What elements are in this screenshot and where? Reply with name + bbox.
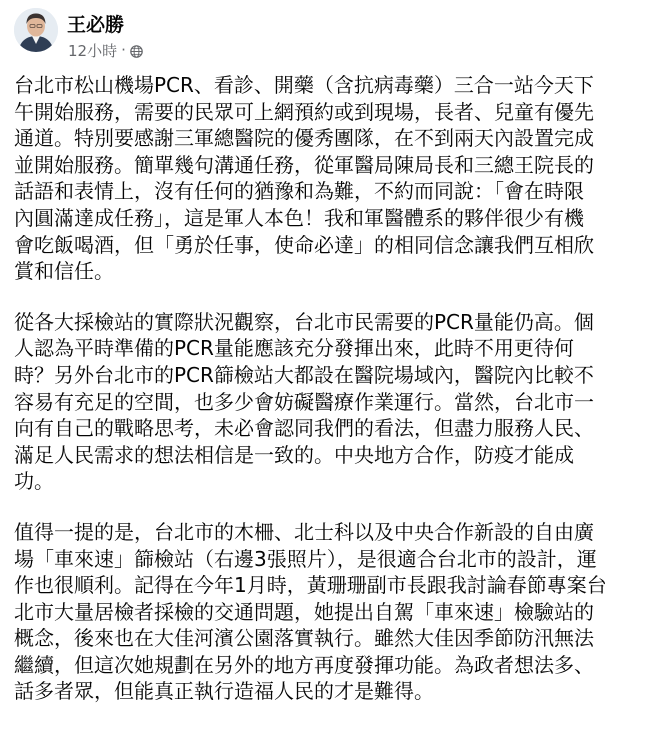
post-paragraph: [14, 309, 636, 495]
paragraph-line: 值得一提的是，台北市的木柵、北士科以及中央合作新設的自由廣: [14, 519, 594, 544]
paragraph-line: 通道。特別要感謝三軍總醫院的優秀團隊，在不到兩天內設置完成: [14, 126, 594, 151]
paragraph-line: 概念，後來也在大佳河濱公園落實執行。雖然大佳因季節防汛無法: [14, 626, 594, 651]
paragraph-line: 北市大量居檢者採檢的交通問題，她提出自駕「車來速」檢驗站的: [14, 599, 594, 624]
author-avatar[interactable]: [14, 8, 58, 52]
meta-separator: ·: [121, 41, 126, 59]
paragraph-line: 時？另外台北市的PCR篩檢站大都設在醫院場域內，醫院內比較不: [14, 362, 594, 387]
paragraph-line: 話語和表情上，沒有任何的猶豫和為難，不約而同說：「會在時限: [14, 179, 584, 204]
post-body: [14, 72, 636, 729]
author-name[interactable]: 王必勝: [67, 14, 125, 36]
paragraph-line: 人認為平時準備的PCR量能應該充分發揮出來，此時不用更待何: [14, 336, 574, 361]
post-paragraph: [14, 519, 636, 705]
paragraph-line: 午開始服務，需要的民眾可上網預約或到現場，長者、兒童有優先: [14, 99, 594, 124]
paragraph-line: 會吃飯喝酒，但「勇於任事，使命必達」的相同信念讓我們互相欣: [14, 232, 594, 257]
paragraph-line: 容易有充足的空間，也多少會妨礙醫療作業運行。當然，台北市一: [14, 389, 594, 414]
paragraph-line: 繼續，但這次她規劃在另外的地方再度發揮功能。為政者想法多、: [14, 652, 594, 677]
paragraph-line: 台北市松山機場PCR、看診、開藥（含抗病毒藥）三合一站今天下: [14, 73, 594, 97]
post-timestamp[interactable]: 12小時: [68, 41, 118, 60]
paragraph-line: 內圓滿達成任務」，這是軍人本色！我和軍醫體系的夥伴很少有機: [14, 205, 584, 230]
post-header: [14, 8, 634, 64]
post-paragraph: [14, 72, 636, 285]
paragraph-line: 從各大採檢站的實際狀況觀察，台北市民需要的PCR量能仍高。個: [14, 309, 594, 334]
paragraph-line: 功。: [14, 469, 54, 494]
post-meta: [68, 41, 143, 59]
paragraph-line: 賞和信任。: [14, 259, 114, 284]
paragraph-line: 作也很順利。記得在今年1月時，黃珊珊副市長跟我討論春節專案台: [14, 573, 607, 598]
paragraph-line: 並開始服務。簡單幾句溝通任務，從軍醫局陳局長和三總王院長的: [14, 152, 594, 177]
paragraph-line: 滿足人民需求的想法相信是一致的。中央地方合作，防疫才能成: [14, 442, 574, 467]
paragraph-line: 話多者眾，但能真正執行造福人民的才是難得。: [14, 679, 434, 704]
paragraph-line: 場「車來速」篩檢站（右邊3張照片），是很適合台北市的設計，運: [14, 546, 597, 571]
paragraph-line: 向有自己的戰略思考，未必會認同我們的看法，但盡力服務人民、: [14, 416, 594, 441]
globe-icon[interactable]: [130, 44, 143, 57]
